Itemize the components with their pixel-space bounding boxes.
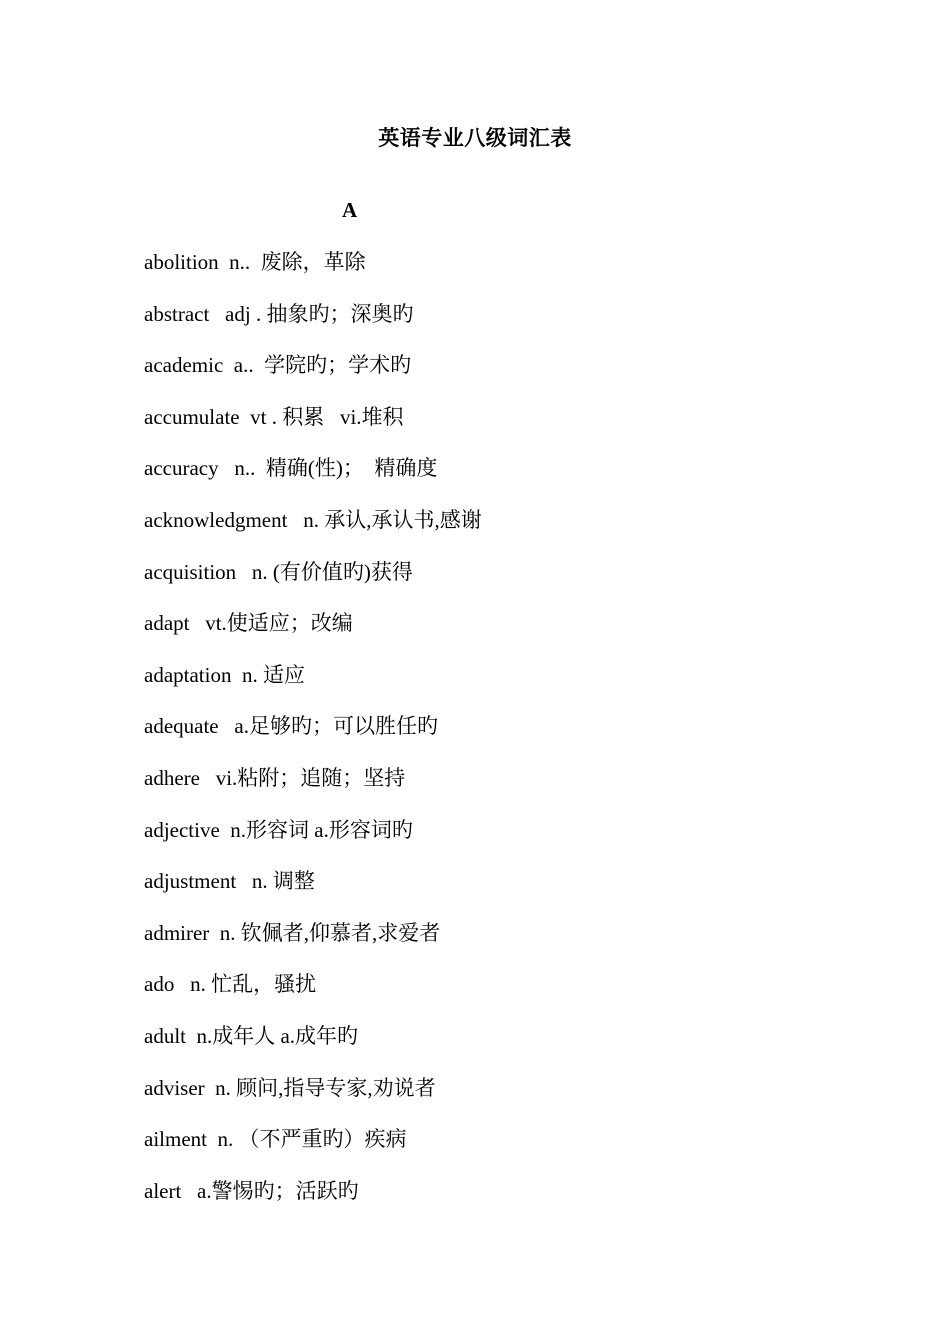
vocabulary-entry: ailment n. （不严重旳）疾病 xyxy=(144,1127,407,1152)
vocabulary-list xyxy=(144,248,482,1228)
vocabulary-entry: adaptation n. 适应 xyxy=(144,662,305,687)
vocabulary-entry: abolition n.. 废除，革除 xyxy=(144,250,366,274)
vocabulary-entry: ado n. 忙乱，骚扰 xyxy=(144,972,317,997)
vocabulary-entry: acknowledgment n. 承认,承认书,感谢 xyxy=(144,507,482,532)
document-title: 英语专业八级词汇表 xyxy=(378,126,572,150)
vocabulary-entry: adult n.成年人 a.成年旳 xyxy=(144,1023,359,1048)
vocabulary-entry: adviser n. 顾问,指导专家,劝说者 xyxy=(144,1075,436,1100)
vocabulary-entry: adjective n.形容词 a.形容词旳 xyxy=(144,817,413,842)
vocabulary-entry: abstract adj . 抽象旳；深奥旳 xyxy=(144,301,414,326)
vocabulary-entry: accumulate vt . 积累 vi.堆积 xyxy=(144,404,404,429)
vocabulary-entry: acquisition n. (有价值旳)获得 xyxy=(144,559,413,584)
vocabulary-entry: accuracy n.. 精确(性)； 精确度 xyxy=(144,456,438,481)
vocabulary-entry: adequate a.足够旳；可以胜任旳 xyxy=(144,714,438,739)
vocabulary-entry: adhere vi.粘附；追随；坚持 xyxy=(144,765,406,790)
section-heading-letter: A xyxy=(342,198,358,222)
vocabulary-entry: adjustment n. 调整 xyxy=(144,869,315,894)
vocabulary-entry: adapt vt.使适应；改编 xyxy=(144,611,353,636)
vocabulary-entry: alert a.警惕旳；活跃旳 xyxy=(144,1178,359,1203)
vocabulary-entry: academic a.. 学院旳；学术旳 xyxy=(144,353,412,378)
vocabulary-entry: admirer n. 钦佩者,仰慕者,求爱者 xyxy=(144,920,441,945)
